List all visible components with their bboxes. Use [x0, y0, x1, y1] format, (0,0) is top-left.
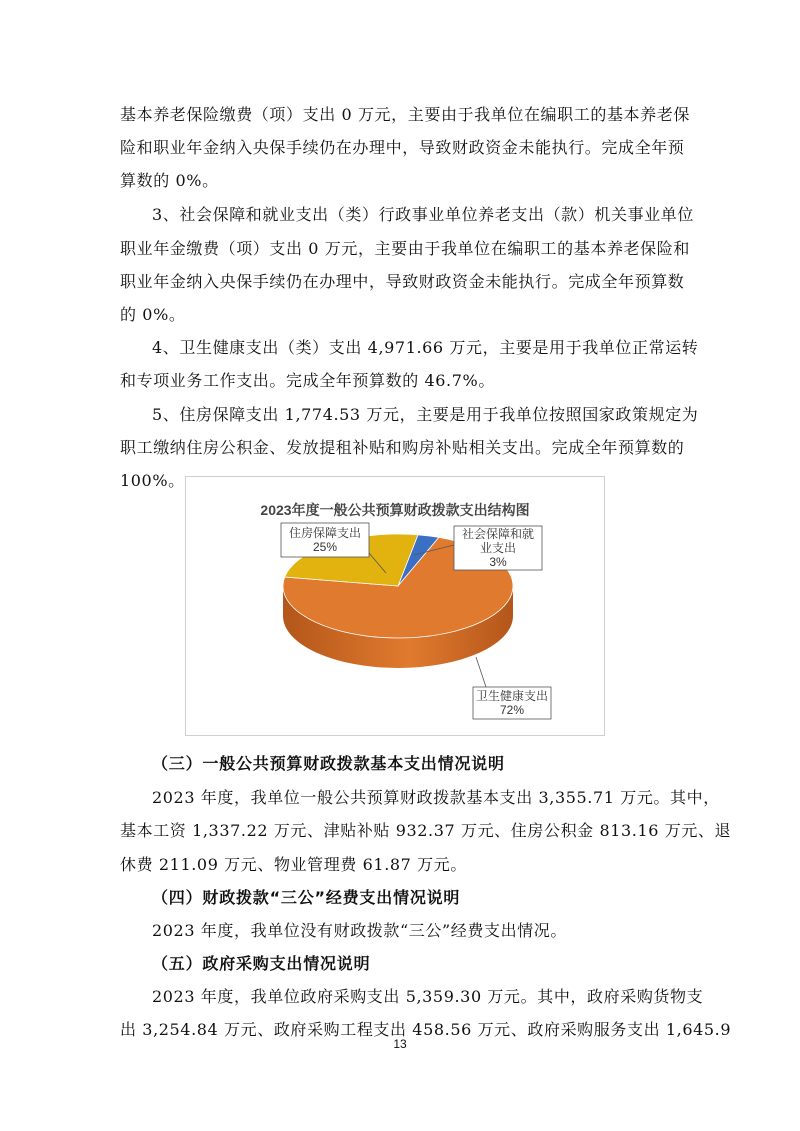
label-leader-line [476, 657, 486, 687]
paragraph-line: 3、社会保障和就业支出（类）行政事业单位养老支出（款）机关事业单位 [152, 205, 694, 224]
paragraph-line: 算数的 0%。 [120, 171, 219, 190]
data-label-percent: 25% [312, 540, 338, 554]
paragraph-line: 险和职业年金纳入央保手续仍在办理中，导致财政资金未能执行。完成全年预 [120, 138, 685, 157]
section3-heading: （三）一般公共预算财政拨款基本支出情况说明 [152, 754, 505, 773]
paragraph-line: 2023 年度，我单位一般公共预算财政拨款基本支出 3,355.71 万元。其中， [152, 788, 720, 807]
section4-heading: （四）财政拨款“三公”经费支出情况说明 [152, 888, 461, 907]
paragraph-line: 休费 211.09 万元、物业管理费 61.87 万元。 [120, 855, 467, 874]
data-label-category: 卫生健康支出 [475, 689, 549, 703]
pie-chart-svg [186, 477, 604, 735]
data-label-percent: 72% [499, 703, 525, 717]
paragraph-line: 基本养老保险缴费（项）支出 0 万元，主要由于我单位在编职工的基本养老保 [120, 105, 690, 124]
paragraph-line: 2023 年度，我单位没有财政拨款“三公”经费支出情况。 [152, 921, 567, 940]
data-label-category: 社会保障和就 [461, 527, 535, 541]
paragraph-line: 职业年金缴费（项）支出 0 万元，主要由于我单位在编职工的基本养老保险和 [120, 239, 690, 258]
paragraph-line: 2023 年度，我单位政府采购支出 5,359.30 万元。其中，政府采购货物支 [152, 987, 704, 1006]
paragraph-line: 4、卫生健康支出（类）支出 4,971.66 万元，主要是用于我单位正常运转 [152, 338, 699, 357]
paragraph-line: 的 0%。 [120, 305, 186, 324]
paragraph-line: 5、住房保障支出 1,774.53 万元，主要是用于我单位按照国家政策规定为 [152, 405, 699, 424]
data-label-category: 业支出 [479, 541, 517, 555]
paragraph-line: 职业年金纳入央保手续仍在办理中，导致财政资金未能执行。完成全年预算数 [120, 272, 685, 291]
data-label-category: 住房保障支出 [288, 526, 362, 540]
paragraph-line: 职工缴纳住房公积金、发放提租补贴和购房补贴相关支出。完成全年预算数的 [120, 438, 685, 457]
pie-chart [185, 476, 605, 736]
section5-heading: （五）政府采购支出情况说明 [152, 954, 371, 973]
chart-title: 2023年度一般公共预算财政拨款支出结构图 [260, 502, 530, 518]
page-number: 13 [393, 1037, 407, 1051]
data-label-percent: 3% [489, 555, 507, 569]
paragraph-line: 100%。 [120, 471, 185, 490]
paragraph-line: 和专项业务工作支出。完成全年预算数的 46.7%。 [120, 371, 495, 390]
paragraph-line: 出 3,254.84 万元、政府采购工程支出 458.56 万元、政府采购服务支出 1,645.9 [120, 1020, 732, 1039]
paragraph-line: 基本工资 1,337.22 万元、津贴补贴 932.37 万元、住房公积金 813.16 万元、退 [120, 821, 732, 840]
